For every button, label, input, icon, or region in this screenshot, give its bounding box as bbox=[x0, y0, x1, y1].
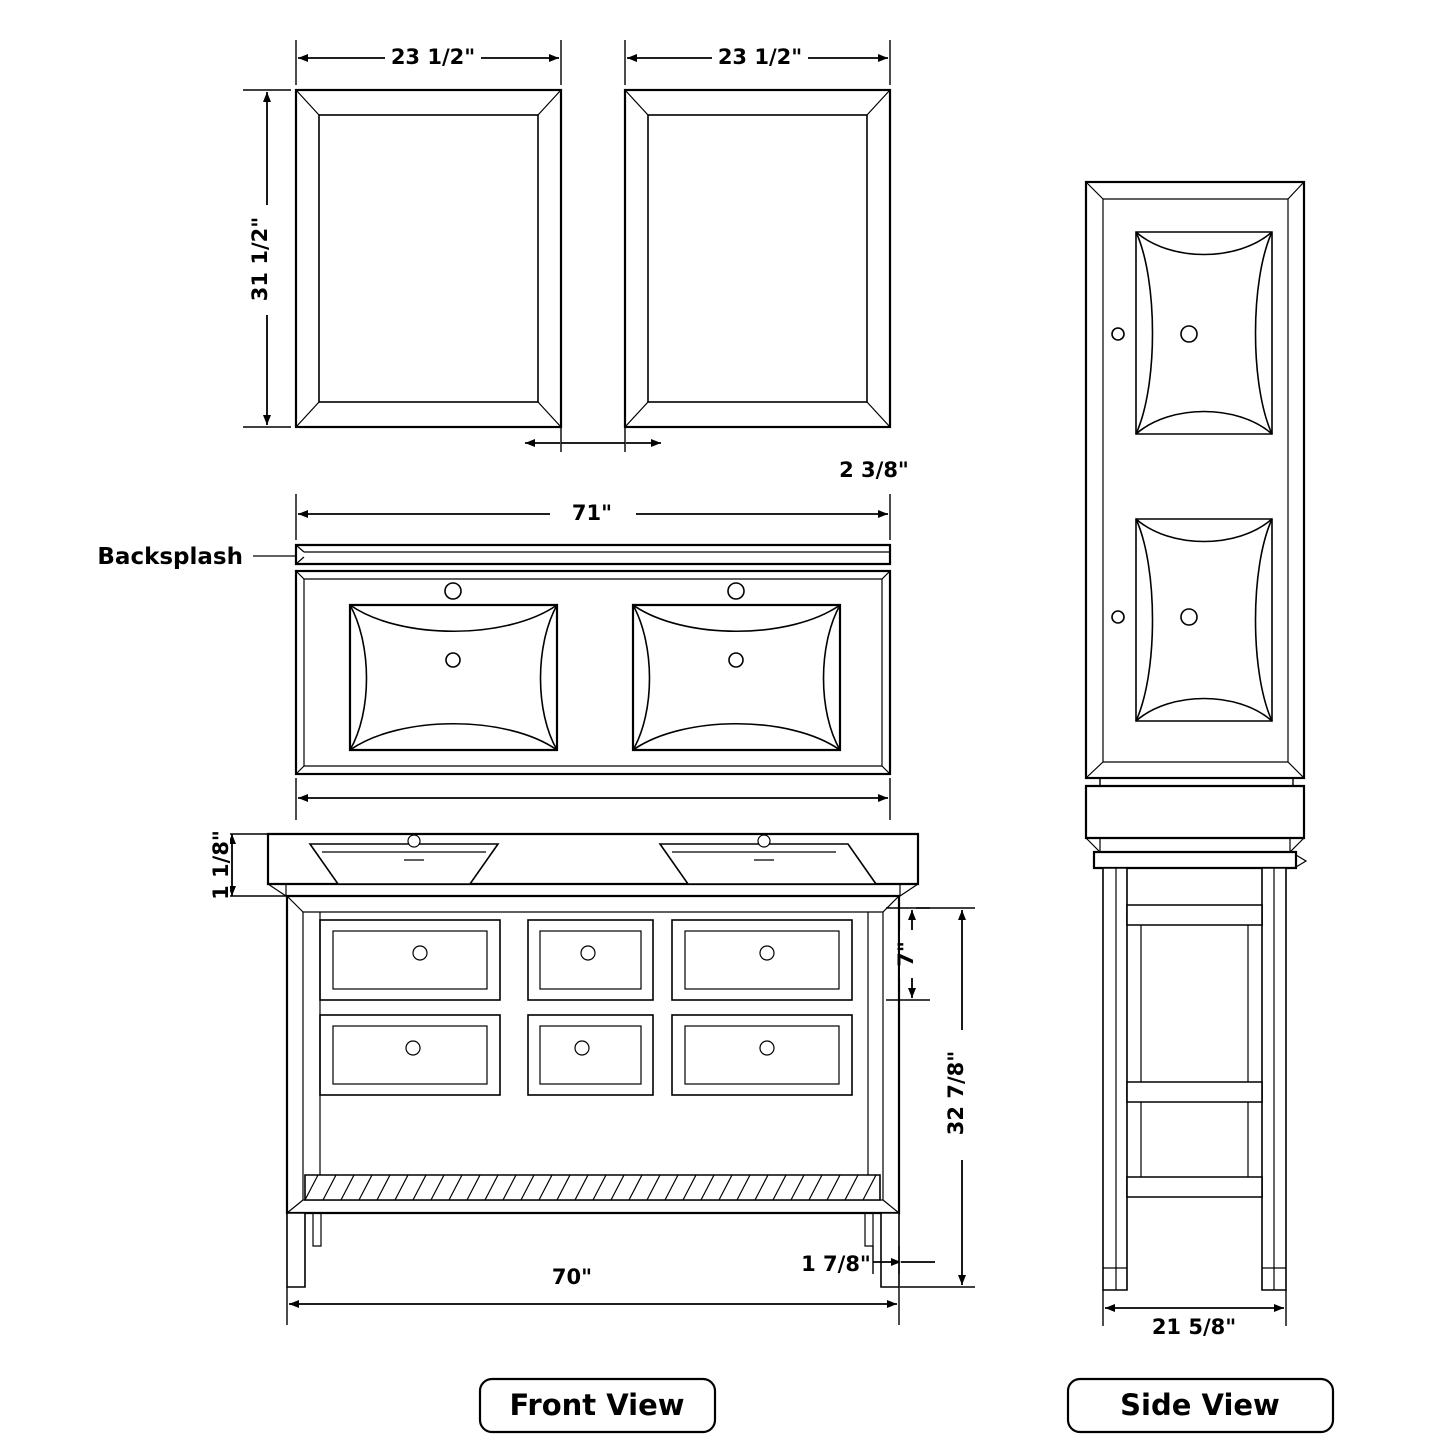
dim-label-mirror-height: 31 1/2" bbox=[248, 216, 272, 302]
mirror-right bbox=[625, 90, 890, 427]
dim-top-width bbox=[296, 494, 890, 540]
dim-side-base-depth bbox=[1103, 1290, 1286, 1339]
backsplash-part bbox=[296, 545, 890, 564]
dim-label-mirror-left-width: 23 1/2" bbox=[390, 45, 476, 69]
dim-mirror-height bbox=[243, 90, 291, 427]
side-view-base bbox=[1086, 786, 1306, 1290]
countertop-top-view bbox=[296, 571, 890, 774]
basin-right-top bbox=[633, 583, 840, 750]
dim-label-countertop-thickness: 1 1/8" bbox=[209, 830, 233, 900]
mirror-left bbox=[296, 90, 561, 427]
dim-label-cabinet-height: 32 7/8" bbox=[944, 1050, 968, 1136]
front-view-label: Front View bbox=[509, 1388, 685, 1422]
dim-toe-offset bbox=[801, 1246, 935, 1276]
side-basin-lower bbox=[1112, 519, 1272, 721]
side-view-mirror-column bbox=[1086, 182, 1304, 778]
dim-label-mirror-right-width: 23 1/2" bbox=[717, 45, 803, 69]
dim-label-drawer-height: 7" bbox=[894, 941, 918, 967]
dim-mirror-left-width bbox=[296, 40, 561, 85]
side-view-label: Side View bbox=[1120, 1388, 1280, 1422]
front-view-title-box bbox=[480, 1379, 715, 1432]
drawer-row-1 bbox=[320, 920, 852, 1000]
dim-vanity-top-width-repeat bbox=[296, 778, 890, 820]
side-view-title-box bbox=[1068, 1379, 1333, 1432]
label-backsplash: Backsplash bbox=[97, 544, 243, 570]
dim-label-mirror-gap: 2 3/8" bbox=[839, 458, 909, 482]
dim-mirror-gap bbox=[525, 427, 909, 482]
side-basin-upper bbox=[1112, 232, 1272, 434]
backsplash-leader bbox=[97, 544, 296, 570]
dim-mirror-right-width bbox=[625, 40, 890, 85]
dim-label-toe-offset: 1 7/8" bbox=[801, 1252, 871, 1276]
vanity-front-elevation bbox=[268, 834, 918, 1287]
dim-label-top-width: 71" bbox=[571, 501, 613, 525]
basin-left-top bbox=[350, 583, 557, 750]
drawer-row-2 bbox=[320, 1015, 852, 1095]
dim-label-cabinet-width: 70" bbox=[551, 1265, 593, 1289]
open-shelf bbox=[305, 1175, 880, 1200]
dim-label-side-base-depth: 21 5/8" bbox=[1151, 1315, 1237, 1339]
